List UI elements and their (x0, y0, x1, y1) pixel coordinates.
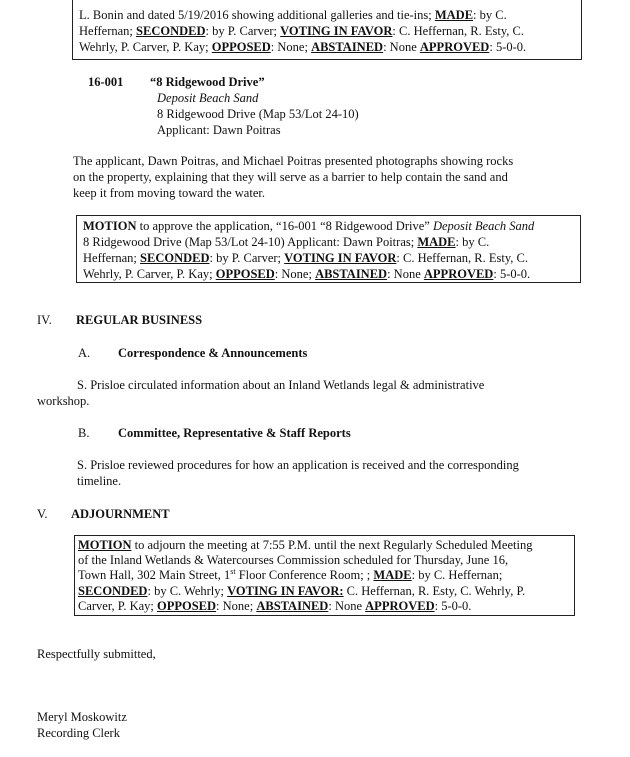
subsection-letter: A. (78, 346, 91, 360)
motion-line: SECONDED: by C. Wehrly; VOTING IN FAVOR: C. Heffernan, R. Esty, C. Wehrly, P. (78, 584, 526, 598)
motion-line: Town Hall, 302 Main Street, 1st Floor Conference Room; ; MADE: by C. Heffernan; (78, 566, 503, 582)
motion-box-adjourn (74, 535, 575, 616)
application-title: “8 Ridgewood Drive” (150, 75, 265, 89)
application-address: 8 Ridgewood Drive (Map 53/Lot 24-10) (157, 107, 359, 121)
paragraph-line: S. Prisloe reviewed procedures for how an application is received and the corresponding (77, 458, 519, 472)
motion-line: MOTION to approve the application, “16-001 “8 Ridgewood Drive” Deposit Beach Sand (83, 219, 535, 233)
motion-line: Wehrly, P. Carver, P. Kay; OPPOSED: None; ABSTAINED: None APPROVED: 5-0-0. (83, 267, 531, 281)
application-number: 16-001 (88, 75, 124, 89)
signature-title: Recording Clerk (37, 726, 120, 740)
subsection-heading: Committee, Representative & Staff Reports (118, 426, 351, 440)
motion-line: Heffernan; SECONDED: by P. Carver; VOTING IN FAVOR: C. Heffernan, R. Esty, C. (79, 24, 524, 38)
motion-line: 8 Ridgewood Drive (Map 53/Lot 24-10) Applicant: Dawn Poitras; MADE: by C. (83, 235, 490, 249)
subsection-letter: B. (78, 426, 90, 440)
paragraph-line: The applicant, Dawn Poitras, and Michael Poitras presented photographs showing rocks (73, 154, 514, 168)
motion-line: Wehrly, P. Carver, P. Kay; OPPOSED: None; ABSTAINED: None APPROVED: 5-0-0. (79, 40, 527, 54)
motion-box-continued (72, 0, 582, 60)
closing-text: Respectfully submitted, (37, 647, 156, 661)
motion-line: MOTION to adjourn the meeting at 7:55 P.M. until the next Regularly Scheduled Meeting (78, 538, 533, 552)
application-applicant: Applicant: Dawn Poitras (157, 123, 281, 137)
section-heading: REGULAR BUSINESS (76, 313, 203, 327)
paragraph-line: timeline. (77, 474, 122, 488)
signature-name: Meryl Moskowitz (37, 710, 127, 724)
motion-line: L. Bonin and dated 5/19/2016 showing additional galleries and tie-ins; MADE: by C. (79, 8, 507, 22)
paragraph-line: S. Prisloe circulated information about an Inland Wetlands legal & administrative (77, 378, 485, 392)
motion-line: Carver, P. Kay; OPPOSED: None; ABSTAINED: None APPROVED: 5-0-0. (78, 599, 472, 613)
section-heading: ADJOURNMENT (71, 507, 170, 521)
paragraph-line: workshop. (37, 394, 90, 408)
motion-line: Heffernan; SECONDED: by P. Carver; VOTING IN FAVOR: C. Heffernan, R. Esty, C. (83, 251, 528, 265)
paragraph-line: on the property, explaining that they will serve as a barrier to help contain the sand and (73, 170, 508, 184)
section-number: V. (37, 507, 48, 521)
application-type: Deposit Beach Sand (157, 91, 259, 105)
section-number: IV. (37, 313, 52, 327)
subsection-heading: Correspondence & Announcements (118, 346, 308, 360)
motion-box-approve (76, 215, 581, 283)
paragraph-line: keep it from moving toward the water. (73, 186, 265, 200)
motion-line: of the Inland Wetlands & Watercourses Commission scheduled for Thursday, June 16, (78, 553, 509, 567)
